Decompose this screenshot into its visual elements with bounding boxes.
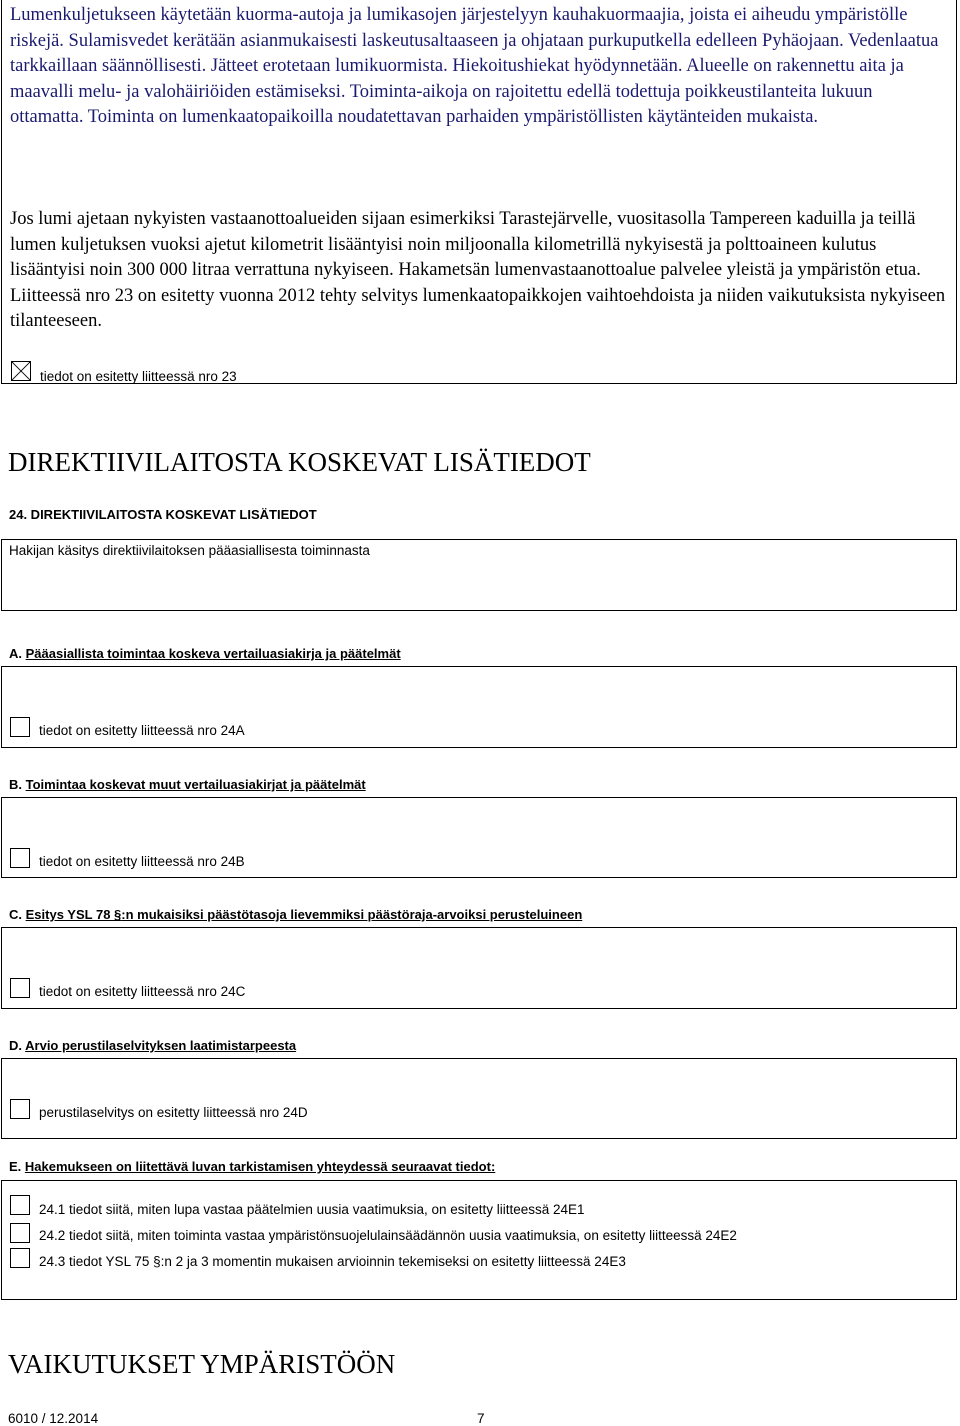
applicant-view-field[interactable] — [1, 539, 957, 611]
part-e-heading: E. Hakemukseen on liitettävä luvan tarkistamisen yhteydessä seuraavat tiedot: — [9, 1159, 496, 1174]
previous-section-box — [1, 0, 957, 384]
alternative-site-assessment: Jos lumi ajetaan nykyisten vastaanottoalueiden sijaan esimerkiksi Tarastejärvelle, vuositasolla Tampereen kaduilla ja teillä lumen kuljetuksen vuoksi ajetut kilometrit lisääntyisi noin miljoonalla kilometrillä nykyisestä ja polttoaineen kulutus lisääntyisi noin 300 000 litraa verrattuna nykyiseen. Hakametsän lumenvastaanottoalue palvelee yleistä ja ympäristön etua. Liitteessä nro 23 on esitetty vuonna 2012 tehty selvitys lumenkaatopaikkojen vaihtoehdoista ja niiden vaikutuksista nykyiseen tilanteeseen. — [10, 209, 946, 331]
section-sign-icon: § — [153, 1254, 161, 1269]
attachment-24a-checkbox[interactable] — [10, 717, 30, 737]
section-heading: DIREKTIIVILAITOSTA KOSKEVAT LISÄTIEDOT — [8, 447, 591, 477]
attachment-24c-label: tiedot on esitetty liitteessä nro 24C — [39, 984, 246, 999]
attachment-24e2-checkbox[interactable] — [10, 1223, 30, 1243]
next-section-heading: VAIKUTUKSET YMPÄRISTÖÖN — [8, 1349, 396, 1379]
attachment-23-label: tiedot on esitetty liitteessä nro 23 — [40, 369, 237, 384]
part-c-field[interactable] — [1, 927, 957, 1009]
part-b-field[interactable] — [1, 797, 957, 878]
attachment-24e2-label: 24.2 tiedot siitä, miten toiminta vastaa ympäristönsuojelulainsäädännön uusia vaatimuksia, on esitetty liitteessä 24E2 — [39, 1228, 737, 1243]
attachment-24d-label: perustilaselvitys on esitetty liitteessä nro 24D — [39, 1105, 308, 1120]
part-a-heading: A. Pääasiallista toimintaa koskeva vertailuasiakirja ja päätelmät — [9, 646, 401, 661]
page-number: 7 — [477, 1411, 485, 1426]
attachment-24d-checkbox[interactable] — [10, 1099, 30, 1119]
attachment-24e3-checkbox[interactable] — [10, 1248, 30, 1268]
snow-handling-description: Lumenkuljetukseen käytetään kuorma-autoja ja lumikasojen järjestelyyn kauhakuormaajia, joista ei aiheudu ympäristölle riskejä. Sulamisvedet kerätään asianmukaisesti laskeutusaltaaseen ja ohjataan purkuputkella edelleen Pyhäojaan. Vedenlaatua tarkkaillaan säännöllisesti. Jätteet erotetaan lumikuormista. Hiekoitushiekat hyödynnetään. Alueelle on rakennettu aita ja maavalli melu- ja valohäiriöiden estämiseksi. Toiminta-aikoja on rajoitettu edellä todettuja poikkeustilanteita lukuun ottamatta. Toiminta on lumenkaatopaikoilla noudatettavan parhaiden ympäristöllisten käytänteiden mukaista. — [10, 5, 939, 127]
attachment-24e1-checkbox[interactable] — [10, 1195, 30, 1215]
subsection-heading: 24. DIREKTIIVILAITOSTA KOSKEVAT LISÄTIEDOT — [9, 507, 317, 522]
part-c-heading: C. Esitys YSL 78 §:n mukaisiksi päästötasoja lievemmiksi päästöraja-arvoiksi perusteluineen — [9, 907, 583, 922]
attachment-24a-label: tiedot on esitetty liitteessä nro 24A — [39, 723, 245, 738]
attachment-24e1-label: 24.1 tiedot siitä, miten lupa vastaa päätelmien uusia vaatimuksia, on esitetty liitteessä 24E1 — [39, 1202, 585, 1217]
form-code: 6010 / 12.2014 — [8, 1411, 99, 1426]
part-e-field — [1, 1180, 957, 1300]
attachment-23-checkbox[interactable] — [11, 361, 31, 381]
part-b-heading: B. Toimintaa koskevat muut vertailuasiakirjat ja päätelmät — [9, 777, 366, 792]
section-sign-icon: § — [114, 907, 122, 922]
attachment-24e3-label: 24.3 tiedot YSL 75 §:n 2 ja 3 momentin mukaisen arvioinnin tekemiseksi on esitetty liitteessä 24E3 — [39, 1254, 626, 1269]
attachment-24c-checkbox[interactable] — [10, 978, 30, 998]
attachment-24b-checkbox[interactable] — [10, 848, 30, 868]
part-d-field[interactable] — [1, 1058, 957, 1139]
part-d-heading: D. Arvio perustilaselvityksen laatimistarpeesta — [9, 1038, 297, 1053]
part-a-field[interactable] — [1, 666, 957, 748]
applicant-view-title: Hakijan käsitys direktiivilaitoksen pääasiallisesta toiminnasta — [9, 543, 370, 558]
checkmark-x-icon — [12, 362, 30, 380]
attachment-24b-label: tiedot on esitetty liitteessä nro 24B — [39, 854, 245, 869]
